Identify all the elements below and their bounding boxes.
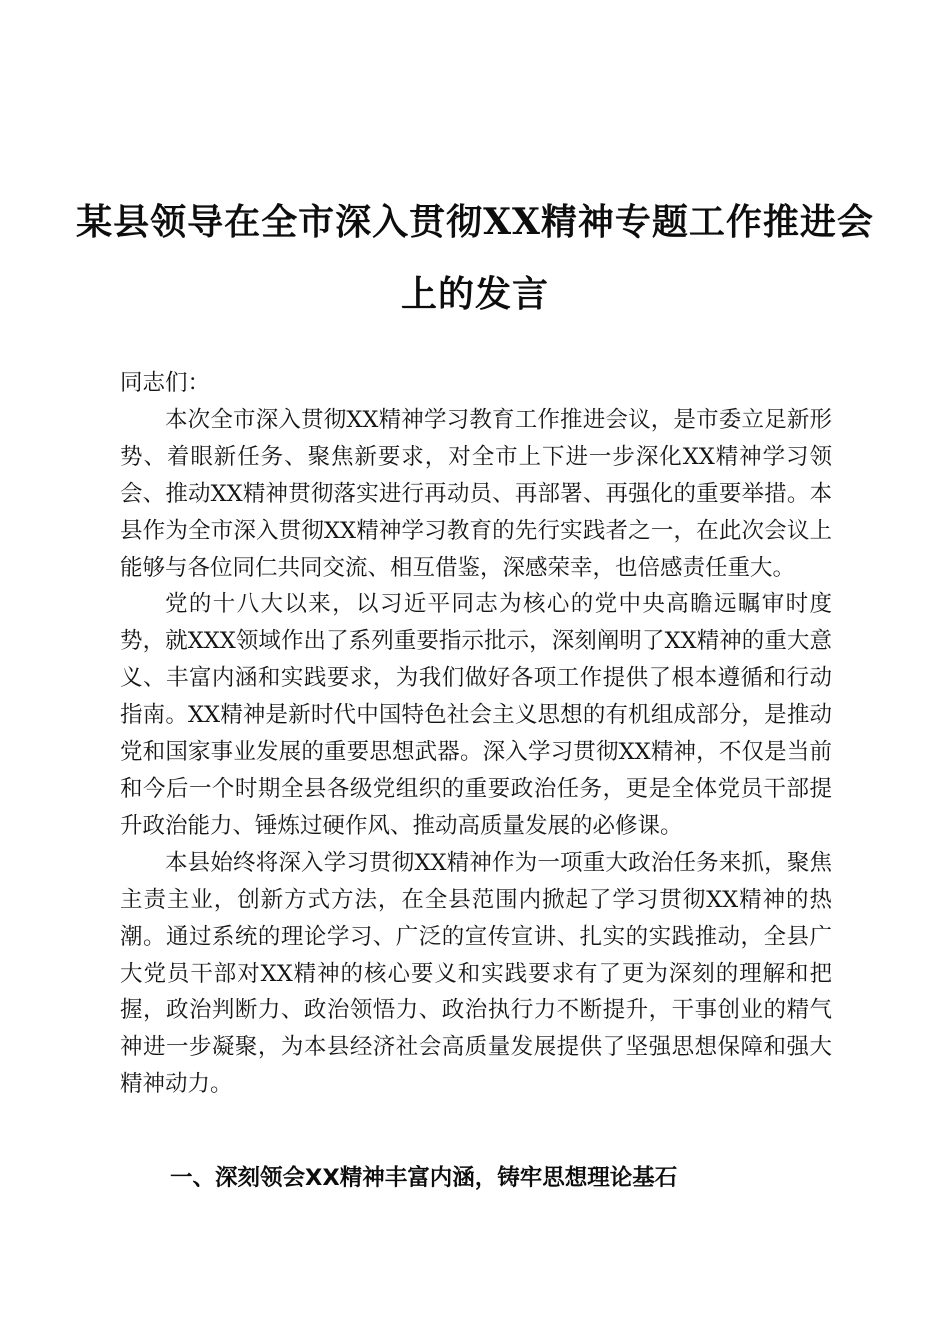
paragraph-2: 党的十八大以来，以习近平同志为核心的党中央高瞻远瞩审时度势，就XXX领域作出了系列重要指示批示，深刻阐明了XX精神的重大意义、丰富内涵和实践要求，为我们做好各项工作提供了根本遵循和行动指南。XX精神是新时代中国特色社会主义思想的有机组成部分，是推动党和国家事业发展的重要思想武器。深入学习贯彻XX精神，不仅是当前和今后一个时期全县各级党组织的重要政治任务，更是全体党员干部提升政治能力、锤炼过硬作风、推动高质量发展的必修课。: [120, 591, 832, 839]
paragraph-1: 本次全市深入贯彻XX精神学习教育工作推进会议，是市委立足新形势、着眼新任务、聚焦新要求，对全市上下进一步深化XX精神学习领会、推动XX精神贯彻落实进行再动员、再部署、再强化的重要举措。本县作为全市深入贯彻XX精神学习教育的先行实践者之一，在此次会议上能够与各位同仁共同交流、相互借鉴，深感荣幸，也倍感责任重大。: [120, 406, 832, 581]
section-heading-1: 一、深刻领会XX精神丰富内涵，铸牢思想理论基石: [170, 1165, 678, 1191]
document-body: [120, 365, 832, 1103]
document-title: 某县领导在全市深入贯彻XX精神专题工作推进会上的发言: [76, 201, 874, 315]
salutation: 同志们：: [120, 370, 211, 396]
paragraph-3: 本县始终将深入学习贯彻XX精神作为一项重大政治任务来抓，聚焦主责主业，创新方式方法，在全县范围内掀起了学习贯彻XX精神的热潮。通过系统的理论学习、广泛的宣传宣讲、扎实的实践推动，全县广大党员干部对XX精神的核心要义和实践要求有了更为深刻的理解和把握，政治判断力、政治领悟力、政治执行力不断提升，干事创业的精气神进一步凝聚，为本县经济社会高质量发展提供了坚强思想保障和强大精神动力。: [120, 849, 832, 1098]
